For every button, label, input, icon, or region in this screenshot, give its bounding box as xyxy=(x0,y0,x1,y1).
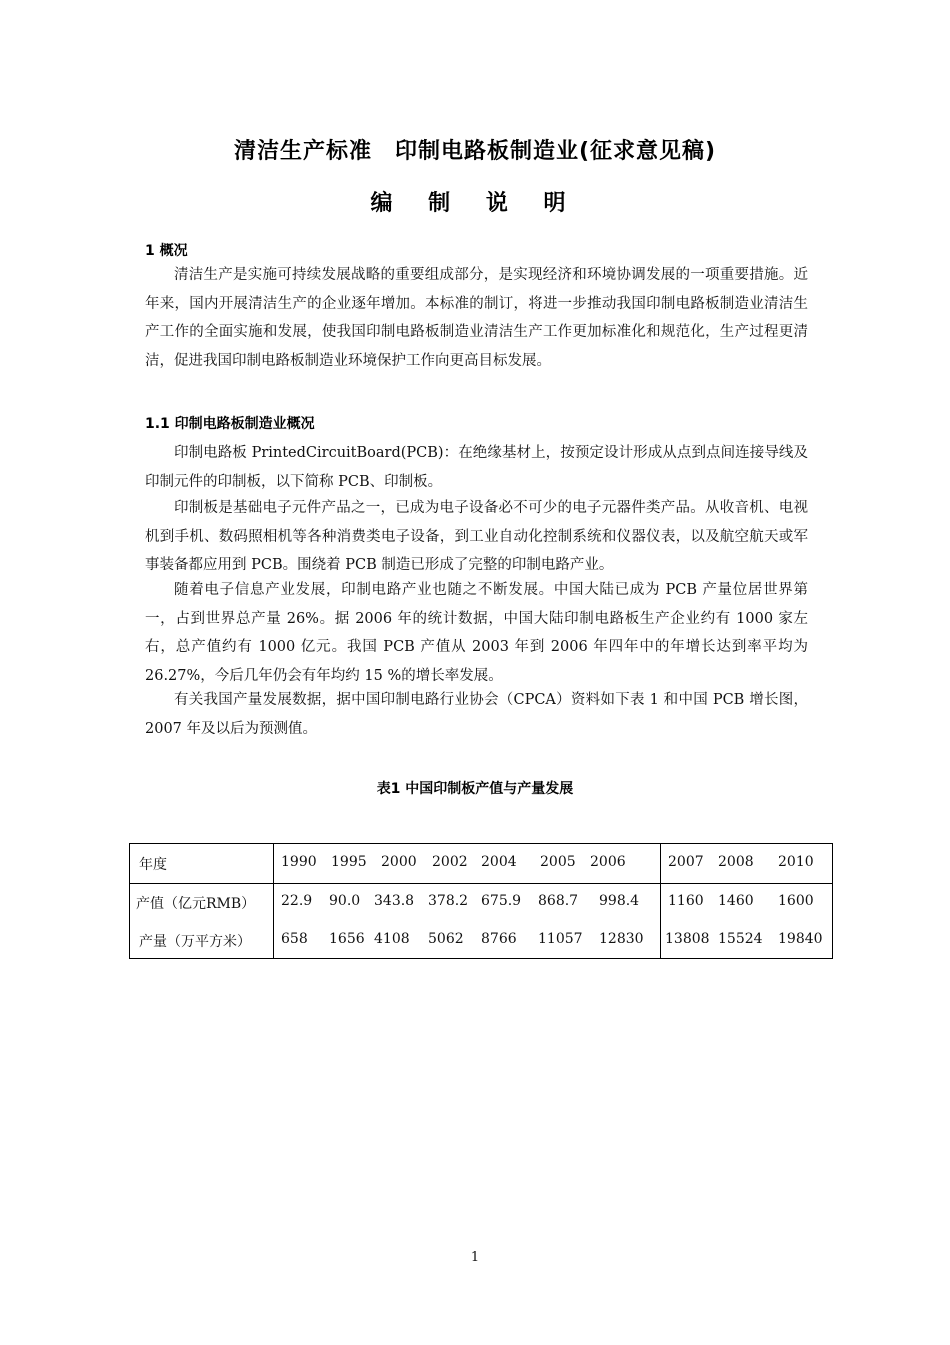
table-output-cell: 5062 xyxy=(428,931,464,947)
table-output-cell: 1656 xyxy=(329,931,365,947)
table-value-cell: 998.4 xyxy=(599,893,640,909)
table-value-cell: 1600 xyxy=(778,893,814,909)
table-value-cell: 378.2 xyxy=(428,893,469,909)
section-heading-pcb-industry: 1.1 印制电路板制造业概况 xyxy=(145,416,315,432)
table-year-cell: 2002 xyxy=(432,854,468,870)
table-year-cell: 2004 xyxy=(481,854,517,870)
pcb-applications-paragraph: 印制板是基础电子元件产品之一，已成为电子设备必不可少的电子元器件类产品。从收音机、电视机到手机、数码照相机等各种消费类电子设备，到工业自动化控制系统和仪器仪表，以及航空航天或军事装备都应用到 PCB。围绕着 PCB 制造已形成了完整的印制电路产业。 xyxy=(145,500,808,573)
overview-paragraph: 清洁生产是实施可持续发展战略的重要组成部分，是实现经济和环境协调发展的一项重要措施。近年来，国内开展清洁生产的企业逐年增加。本标准的制订，将进一步推动我国印制电路板制造业清洁生产工作的全面实施和发展，使我国印制电路板制造业清洁生产工作更加标准化和规范化，生产过程更清洁，促进我国印制电路板制造业环境保护工作向更高目标发展。 xyxy=(145,267,808,369)
table-output-cell: 658 xyxy=(281,931,308,947)
section-heading-overview: 1 概况 xyxy=(145,243,188,259)
table-row-label-output: 产量（万平方米） xyxy=(139,934,251,950)
table-year-cell: 2005 xyxy=(540,854,576,870)
table-year-cell: 1995 xyxy=(331,854,367,870)
document-title: 清洁生产标准 印制电路板制造业(征求意见稿) xyxy=(233,139,717,164)
table-output-cell: 19840 xyxy=(778,931,823,947)
table-header-label: 年度 xyxy=(139,857,167,873)
table-row-label-value: 产值（亿元RMB） xyxy=(136,896,256,912)
table-year-cell: 2010 xyxy=(778,854,814,870)
table-year-cell: 1990 xyxy=(281,854,317,870)
table-year-cell: 2007 xyxy=(668,854,704,870)
table-output-cell: 8766 xyxy=(481,931,517,947)
table-value-cell: 868.7 xyxy=(538,893,579,909)
pcb-growth-paragraph: 随着电子信息产业发展，印制电路产业也随之不断发展。中国大陆已成为 PCB 产量位居世界第一，占到世界总产量 26%。据 2006 年的统计数据，中国大陆印制电路板生产企业约有 1000 家左右，总产值约有 1000 亿元。我国 PCB 产值从 2003 年到 2006 年四年中的年增长达到率平均为 26.27%，今后几年仍会有年均约 15 %的增长率发展。 xyxy=(145,582,808,684)
table-year-cell: 2008 xyxy=(718,854,754,870)
table-value-cell: 343.8 xyxy=(374,893,415,909)
table-output-cell: 15524 xyxy=(718,931,763,947)
table-year-cell: 2006 xyxy=(590,854,626,870)
table-value-cell: 1160 xyxy=(668,893,704,909)
production-table xyxy=(129,843,833,959)
pcb-definition-paragraph: 印制电路板 PrintedCircuitBoard(PCB)：在绝缘基材上，按预定设计形成从点到点间连接导线及印制元件的印制板，以下简称 PCB、印制板。 xyxy=(145,445,808,490)
table-year-cell: 2000 xyxy=(381,854,417,870)
table-caption: 表1 中国印制板产值与产量发展 xyxy=(376,781,574,797)
table-divider-forecast xyxy=(660,844,661,958)
table-output-cell: 12830 xyxy=(599,931,644,947)
table-output-cell: 4108 xyxy=(374,931,410,947)
document-subtitle: 编 制 说 明 xyxy=(370,191,580,216)
pcb-data-source-paragraph: 有关我国产量发展数据，据中国印制电路行业协会（CPCA）资料如下表 1 和中国 PCB 增长图，2007 年及以后为预测值。 xyxy=(145,692,808,737)
table-value-cell: 1460 xyxy=(718,893,754,909)
table-value-cell: 90.0 xyxy=(329,893,361,909)
table-value-cell: 22.9 xyxy=(281,893,313,909)
table-divider-label xyxy=(273,844,274,958)
page-number: 1 xyxy=(470,1250,480,1265)
table-output-cell: 13808 xyxy=(665,931,710,947)
table-header-rule xyxy=(130,883,832,884)
table-output-cell: 11057 xyxy=(538,931,583,947)
table-value-cell: 675.9 xyxy=(481,893,522,909)
